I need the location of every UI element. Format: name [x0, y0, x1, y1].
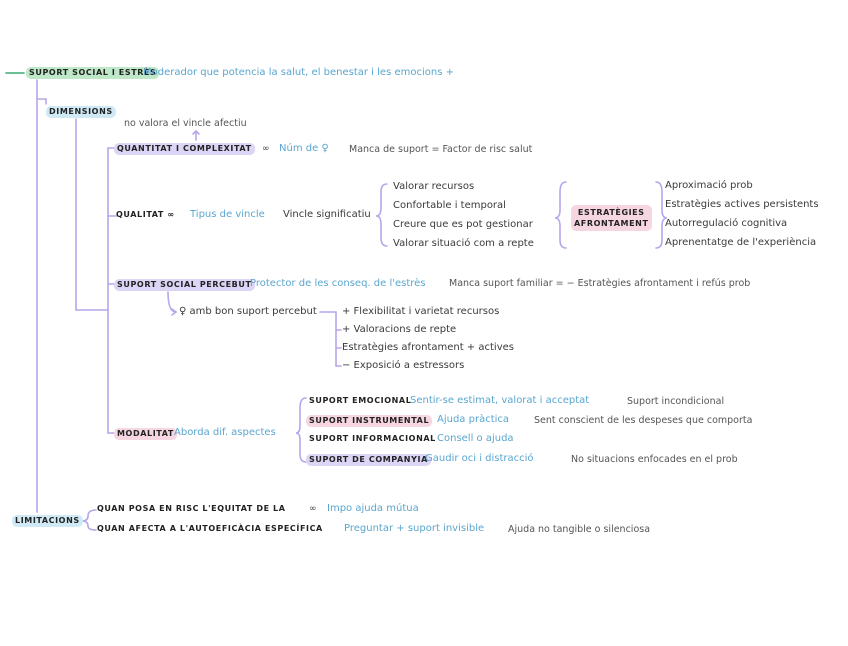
percebut-sub: ♀ amb bon suport percebut	[179, 306, 317, 317]
qualitat-item: Valorar recursos	[393, 181, 475, 192]
strategies-label-line2: AFRONTAMENT	[574, 219, 649, 228]
strategies-label	[571, 205, 652, 231]
qualitat-dark: Vincle significatiu	[283, 209, 371, 220]
modalitat-row-label: SUPORT EMOCIONAL	[309, 396, 412, 405]
quantitat-arrow: ∞	[262, 144, 270, 154]
limitacions-label: LIMITACIONS	[12, 515, 83, 527]
qualitat-label: QUALITAT ∞	[116, 210, 175, 219]
limitacio-row-label: QUAN POSA EN RISC L'EQUITAT DE LA	[97, 504, 286, 513]
percebut-item: − Exposició a estressors	[342, 360, 465, 371]
modalitat-row-blue: Consell o ajuda	[437, 433, 514, 444]
limitacio-row-gray: Ajuda no tangible o silenciosa	[508, 524, 651, 535]
strategy-item: Estratègies actives persistents	[665, 199, 819, 210]
strategy-item: Aproximació prob	[665, 180, 753, 191]
qualitat-item: Creure que es pot gestionar	[393, 219, 533, 230]
limitacio-row-label: QUAN AFECTA A L'AUTOEFICÀCIA ESPECÍFICA	[97, 524, 323, 533]
qualitat-item: Confortable i temporal	[393, 200, 506, 211]
limitacio-row-arrow: ∞	[309, 504, 317, 514]
quantitat-blue: Núm de ♀	[279, 143, 329, 154]
percebut-item: Estratègies afrontament + actives	[342, 342, 514, 353]
modalitat-row-gray: Suport incondicional	[627, 396, 725, 407]
strategy-item: Autorregulació cognitiva	[665, 218, 788, 229]
modalitat-row-blue: Gaudir oci i distracció	[425, 453, 534, 464]
modalitat-row-blue: Ajuda pràctica	[437, 414, 510, 425]
modalitat-blue: Aborda dif. aspectes	[174, 427, 276, 438]
percebut-label: SUPORT SOCIAL PERCEBUT	[114, 279, 255, 291]
modalitat-row-gray: No situacions enfocades en el prob	[571, 454, 738, 465]
modalitat-row-gray: Sent conscient de les despeses que comporta	[534, 415, 753, 426]
root-title: SUPORT SOCIAL I ESTRÈS	[26, 67, 159, 79]
percebut-blue: Protector de les conseq. de l'estrès	[250, 278, 426, 289]
affective-bond-note: no valora el vincle afectiu	[124, 118, 247, 129]
percebut-item: + Flexibilitat i varietat recursos	[342, 306, 500, 317]
strategies-label-line1: ESTRATÈGIES	[577, 208, 645, 217]
percebut-gray: Manca suport familiar = − Estratègies afrontament i refús prob	[449, 278, 751, 289]
quantitat-gray: Manca de suport = Factor de risc salut	[349, 144, 533, 155]
strategy-item: Aprenentatge de l'experiència	[665, 237, 817, 248]
modalitat-label: MODALITAT	[114, 428, 177, 440]
root-description: Moderador que potencia la salut, el benestar i les emocions +	[143, 67, 454, 78]
modalitat-row-label: SUPORT DE COMPANYIA	[306, 454, 431, 466]
modalitat-row-label: SUPORT INSTRUMENTAL	[306, 415, 432, 427]
modalitat-row-blue: Sentir-se estimat, valorat i acceptat	[410, 395, 590, 406]
dimensions-title: DIMENSIONS	[46, 106, 116, 118]
limitacio-row-blue: Impo ajuda mútua	[327, 503, 419, 514]
quantitat-label: QUANTITAT I COMPLEXITAT	[114, 143, 255, 155]
percebut-item: + Valoracions de repte	[342, 324, 457, 335]
qualitat-blue: Tipus de vincle	[190, 209, 265, 220]
modalitat-row-label: SUPORT INFORMACIONAL	[309, 434, 436, 443]
limitacio-row-blue: Preguntar + suport invisible	[344, 523, 485, 534]
qualitat-item: Valorar situació com a repte	[393, 238, 534, 249]
